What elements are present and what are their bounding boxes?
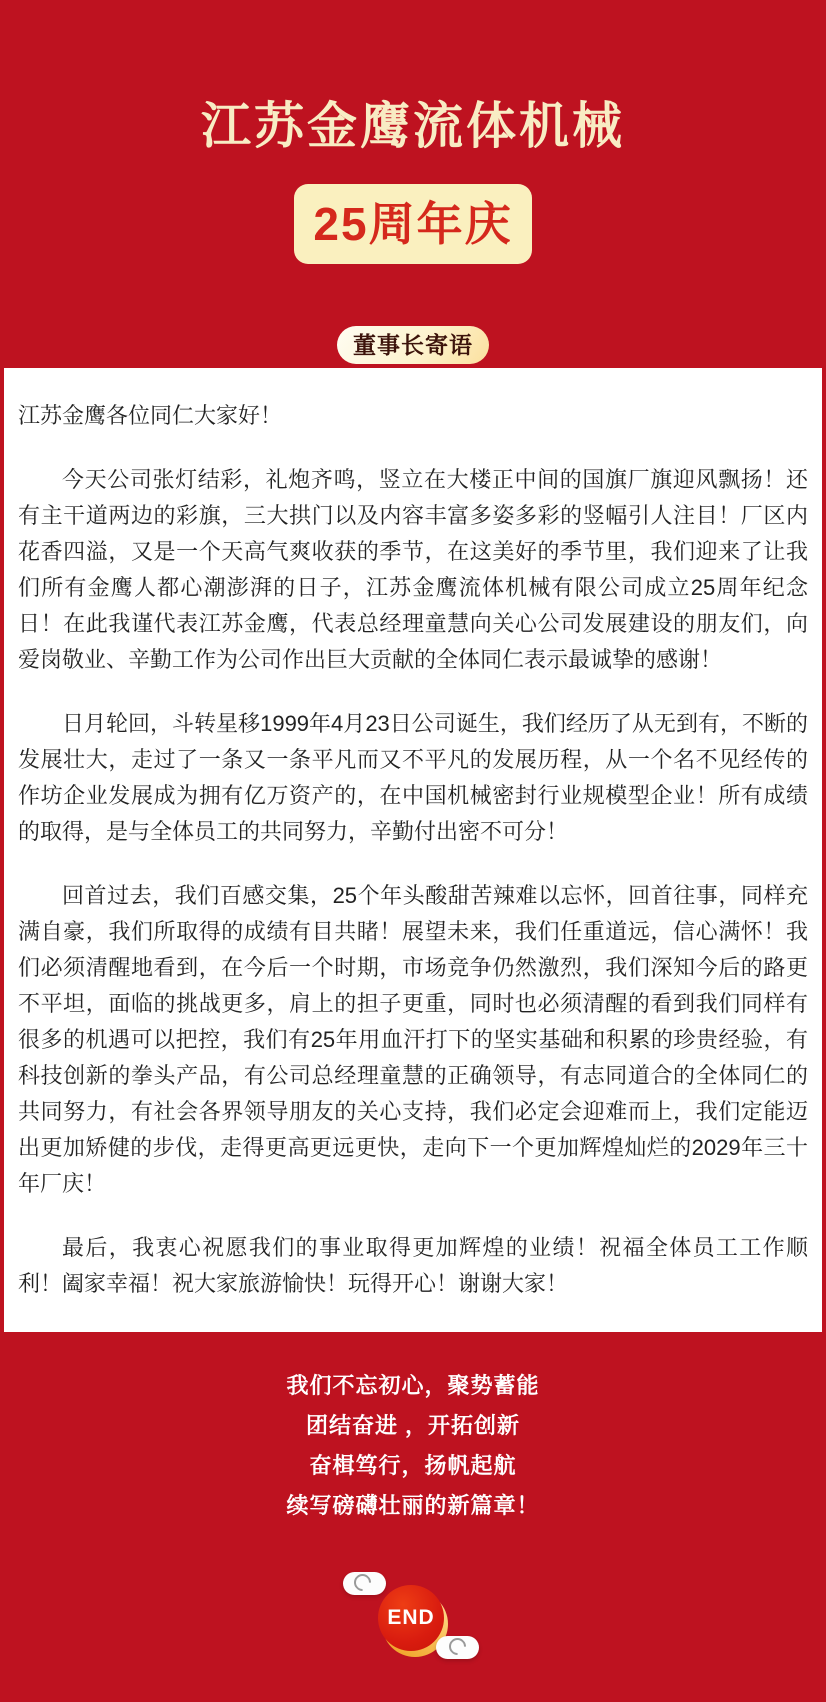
footer-banner xyxy=(0,1332,826,1702)
anniversary-badge: 25周年庆 xyxy=(294,184,532,264)
letter-paragraph: 最后，我衷心祝愿我们的事业取得更加辉煌的业绩！祝福全体员工工作顺利！阖家幸福！祝大家旅游愉快！玩得开心！谢谢大家！ xyxy=(18,1235,808,1296)
letter-body xyxy=(4,368,822,1332)
letter-paragraph: 今天公司张灯结彩，礼炮齐鸣，竖立在大楼正中间的国旗厂旗迎风飘扬！还有主干道两边的彩旗，三大拱门以及内容丰富多姿多彩的竖幅引人注目！厂区内花香四溢，又是一个天高气爽收获的季节，在这美好的季节里，我们迎来了让我们所有金鹰人都心潮澎湃的日子，江苏金鹰流体机械有限公司成立25周年纪念日！在此我谨代表江苏金鹰，代表总经理童慧向关心公司发展建设的朋友们，向爱岗敬业、辛勤工作为公司作出巨大贡献的全体同仁表示最诚挚的感谢！ xyxy=(18,467,808,672)
end-label: END xyxy=(387,1606,435,1629)
page-title: 江苏金鹰流体机械 xyxy=(201,98,625,154)
ring-icon xyxy=(445,1634,469,1658)
footer-slogan: 续写磅礴壮丽的新篇章！ xyxy=(286,1493,540,1518)
letter-greeting: 江苏金鹰各位同仁大家好！ xyxy=(18,403,283,428)
hero-banner xyxy=(0,0,826,368)
end-circle-face xyxy=(378,1585,444,1651)
footer-slogan: 团结奋进 ，开拓创新 xyxy=(305,1413,521,1438)
footer-slogan: 我们不忘初心，聚势蓄能 xyxy=(286,1373,540,1398)
capsule-ring-icon xyxy=(436,1636,479,1659)
ring-icon xyxy=(350,1570,374,1594)
section-pill: 董事长寄语 xyxy=(337,326,489,364)
footer-slogans xyxy=(0,1332,826,1526)
footer-slogan: 奋楫笃行，扬帆起航 xyxy=(309,1453,517,1478)
end-badge xyxy=(340,1572,486,1662)
letter-paragraph: 回首过去，我们百感交集，25个年头酸甜苦辣难以忘怀，回首往事，同样充满自豪，我们所取得的成绩有目共睹！展望未来，我们任重道远，信心满怀！我们必须清醒地看到，在今后一个时期，市场竞争仍然激烈，我们深知今后的路更不平坦，面临的挑战更多，肩上的担子更重，同时也必须清醒的看到我们同样有很多的机遇可以把控，我们有25年用血汗打下的坚实基础和积累的珍贵经验，有科技创新的拳头产品，有公司总经理童慧的正确领导，有志同道合的全体同仁的共同努力，有社会各界领导朋友的关心支持，我们必定会迎难而上，我们定能迈出更加矫健的步伐，走得更高更远更快，走向下一个更加辉煌灿烂的2029年三十年厂庆！ xyxy=(18,883,808,1196)
letter-paragraph: 日月轮回，斗转星移1999年4月23日公司诞生，我们经历了从无到有，不断的发展壮大，走过了一条又一条平凡而又不平凡的发展历程，从一个名不见经传的作坊企业发展成为拥有亿万资产的，在中国机械密封行业规模型企业！所有成绩的取得，是与全体员工的共同努力，辛勤付出密不可分！ xyxy=(18,711,808,844)
